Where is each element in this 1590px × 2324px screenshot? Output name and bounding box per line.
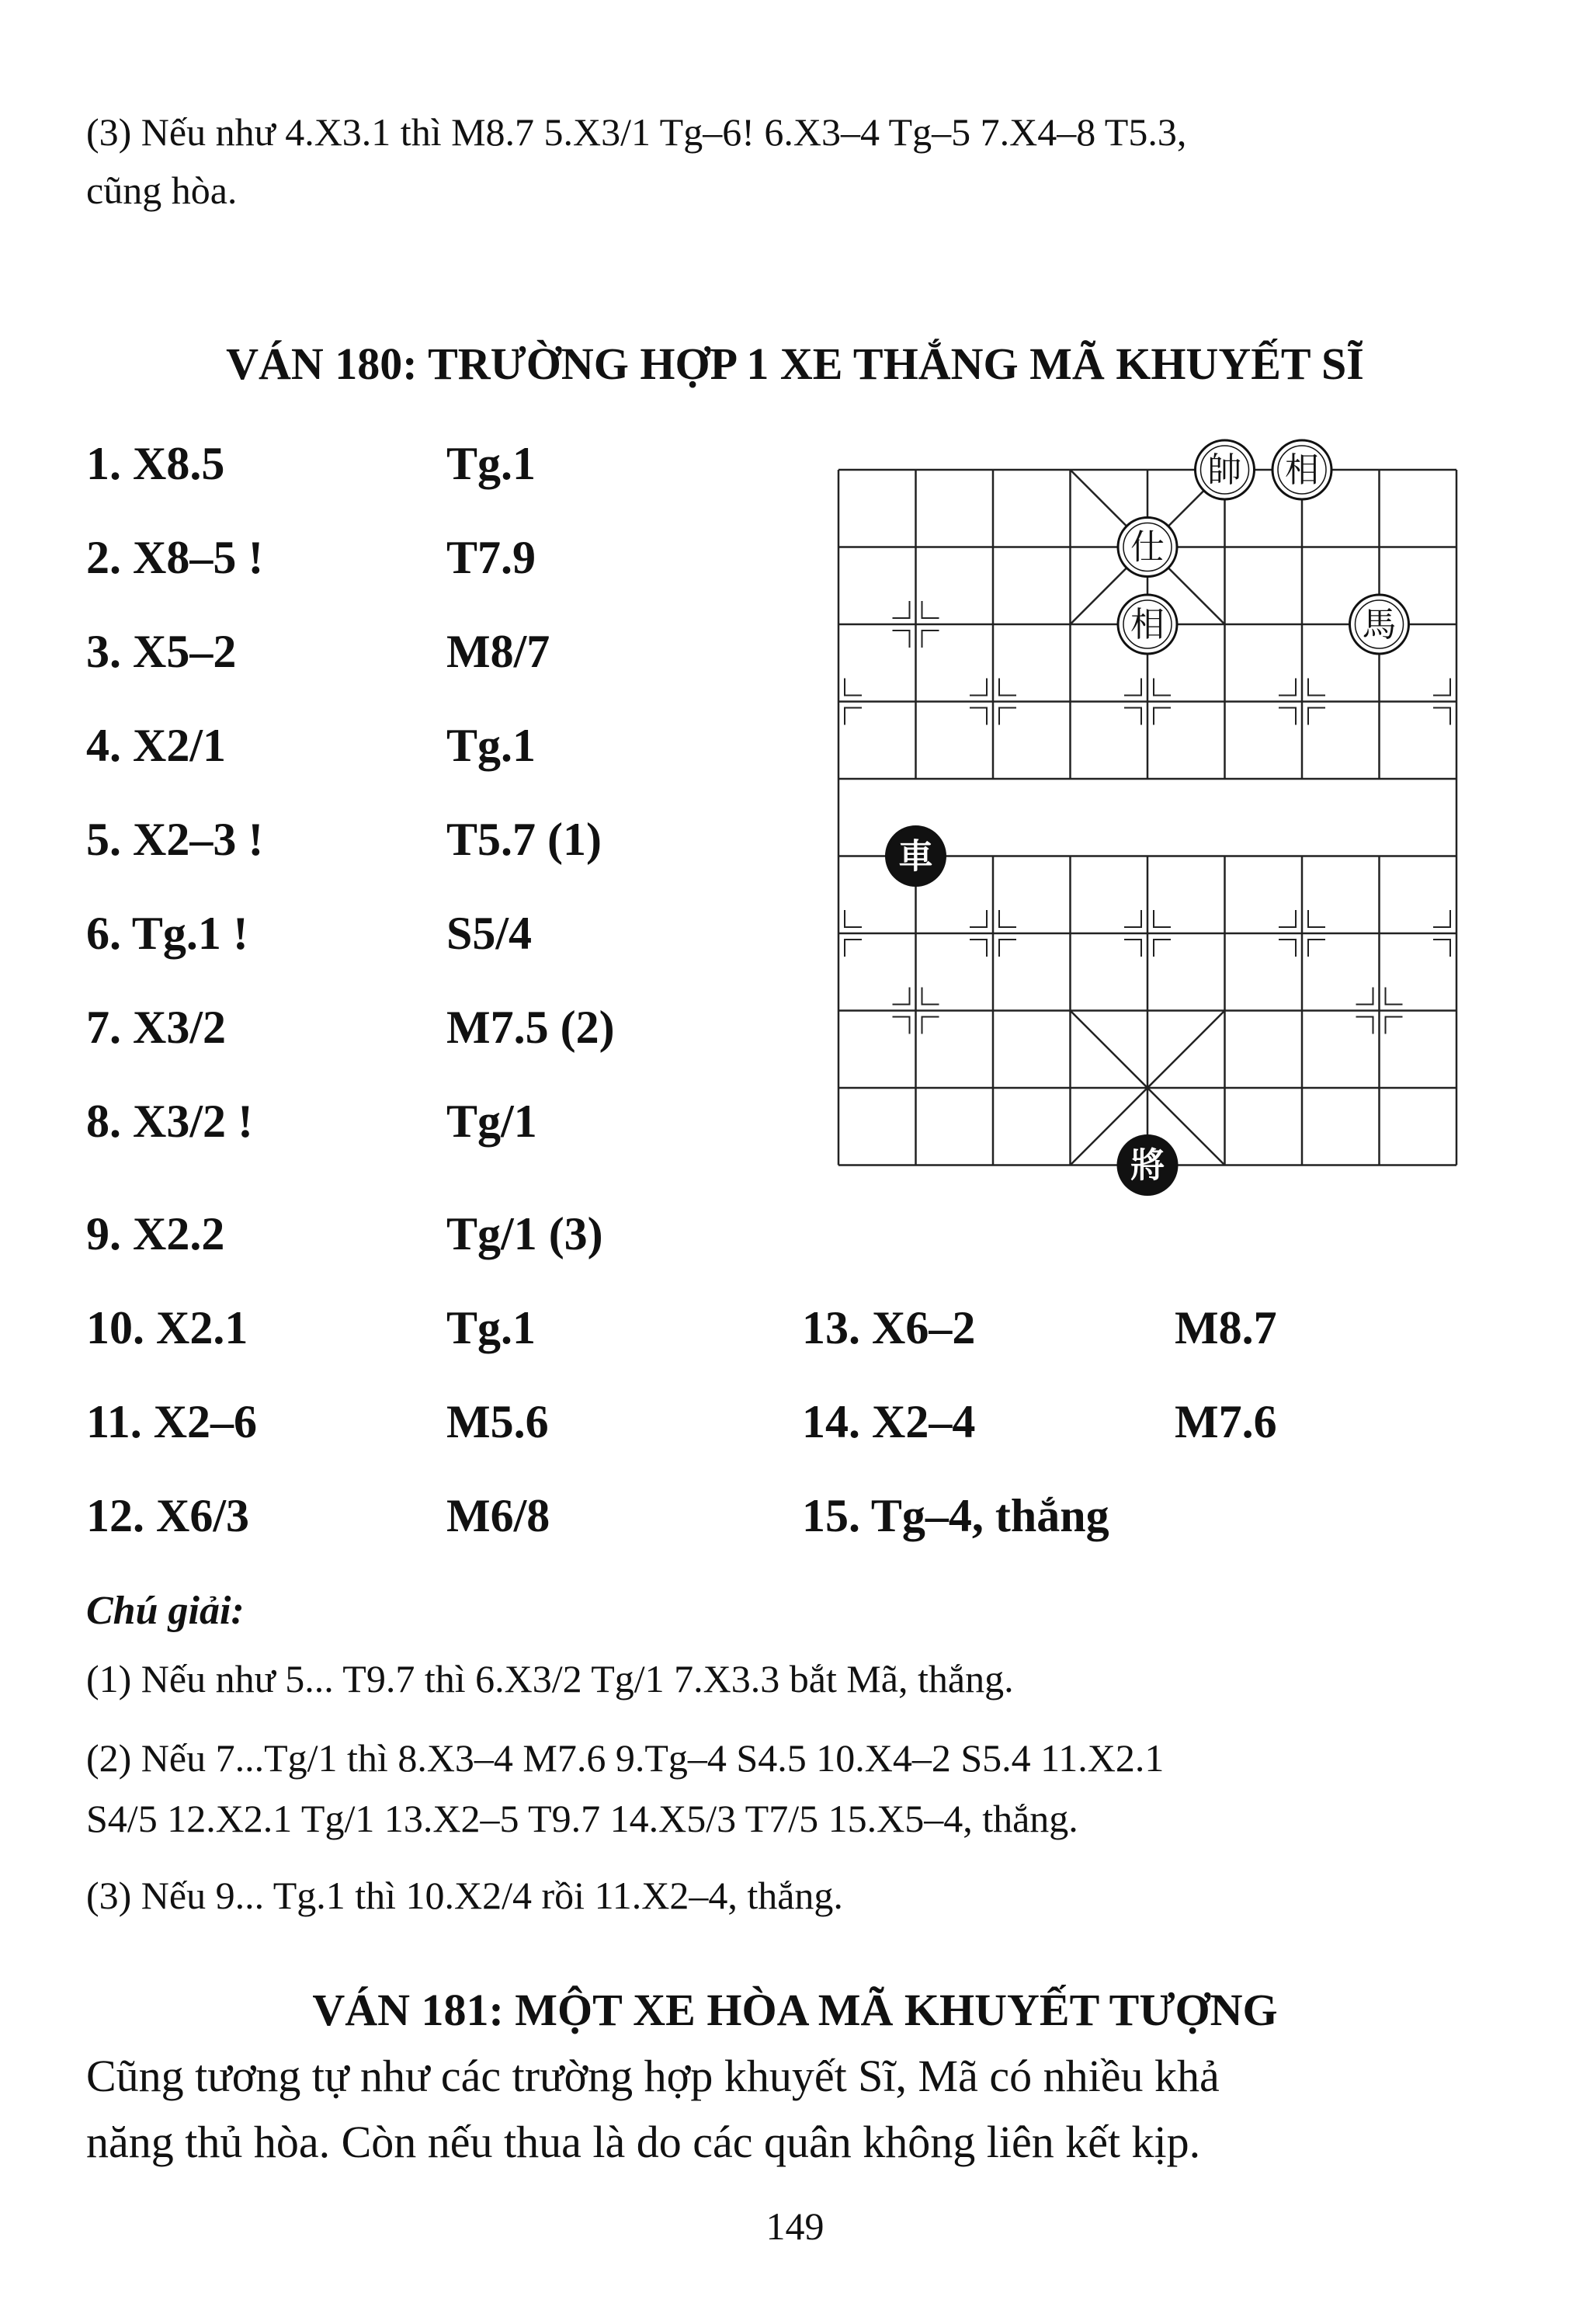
move-white: 6. Tg.1 ! (86, 908, 248, 959)
move-black: Tg/1 (446, 1096, 537, 1147)
game-181-text-line-2: năng thủ hòa. Còn nếu thua là do các quân không liên kết kịp. (86, 2117, 1201, 2167)
move-white: 11. X2–6 (86, 1396, 258, 1447)
piece-general-black-icon (1118, 1136, 1177, 1195)
move-black: Tg.1 (446, 438, 536, 489)
move-black: T5.7 (1) (446, 814, 602, 865)
xiangqi-board-diagram (831, 431, 1483, 1192)
move-black: M8.7 (1175, 1302, 1277, 1353)
svg-text:仕: 仕 (1130, 527, 1165, 568)
move-white: 9. X2.2 (86, 1208, 225, 1259)
svg-text:相: 相 (1130, 605, 1165, 644)
svg-text:帥: 帥 (1207, 450, 1242, 490)
svg-text:馬: 馬 (1362, 605, 1397, 644)
move-black: T7.9 (446, 532, 536, 583)
game-180-title: VÁN 180: TRƯỜNG HỢP 1 XE THẮNG MÃ KHUYẾT SĨ (226, 339, 1364, 389)
game-181-text-line-1: Cũng tương tự như các trường hợp khuyết Sĩ, Mã có nhiều khả (86, 2051, 1220, 2101)
piece-elephant-red-top-icon (1272, 440, 1331, 499)
previous-note-line-1: (3) Nếu như 4.X3.1 thì M8.7 5.X3/1 Tg–6! 6.X3–4 Tg–5 7.X4–8 T5.3, (86, 110, 1187, 154)
move-black: M8/7 (446, 626, 550, 677)
move-black: S5/4 (446, 908, 533, 959)
move-white: 1. X8.5 (86, 438, 225, 489)
notes-heading: Chú giải: (86, 1589, 245, 1633)
move-black: Tg.1 (446, 1302, 536, 1353)
move-black: Tg.1 (446, 720, 536, 771)
move-white: 12. X6/3 (86, 1490, 249, 1541)
note-2-line-1: (2) Nếu 7...Tg/1 thì 8.X3–4 M7.6 9.Tg–4 S4.5 10.X4–2 S5.4 11.X2.1 (86, 1736, 1165, 1780)
piece-horse-red-icon (1350, 595, 1409, 654)
note-3: (3) Nếu 9... Tg.1 thì 10.X2/4 rồi 11.X2–4, thắng. (86, 1874, 843, 1917)
move-white: 10. X2.1 (86, 1302, 248, 1353)
note-1: (1) Nếu như 5... T9.7 thì 6.X3/2 Tg/1 7.X3.3 bắt Mã, thắng. (86, 1657, 1014, 1700)
piece-chariot-black-icon (887, 827, 946, 886)
move-white: 3. X5–2 (86, 626, 237, 677)
move-white: 13. X6–2 (802, 1302, 976, 1353)
piece-advisor-red-icon (1118, 518, 1177, 577)
svg-text:將: 將 (1130, 1145, 1165, 1186)
svg-text:車: 車 (898, 836, 933, 877)
piece-elephant-red-middle-icon (1118, 595, 1177, 654)
previous-note-line-2: cũng hòa. (86, 168, 238, 212)
move-black: M5.6 (446, 1396, 549, 1447)
move-white: 4. X2/1 (86, 720, 226, 771)
note-2-line-2: S4/5 12.X2.1 Tg/1 13.X2–5 T9.7 14.X5/3 T7/5 15.X5–4, thắng. (86, 1797, 1078, 1840)
svg-text:相: 相 (1285, 450, 1319, 490)
move-white: 2. X8–5 ! (86, 532, 264, 583)
move-white: 8. X3/2 ! (86, 1096, 253, 1147)
piece-general-red-icon (1196, 440, 1255, 499)
move-white: 15. Tg–4, thắng (802, 1490, 1109, 1541)
move-white: 5. X2–3 ! (86, 814, 264, 865)
move-black: M6/8 (446, 1490, 550, 1541)
game-181-title: VÁN 181: MỘT XE HÒA MÃ KHUYẾT TƯỢNG (312, 1985, 1278, 2035)
move-white: 14. X2–4 (802, 1396, 976, 1447)
move-black: Tg/1 (3) (446, 1208, 603, 1259)
move-white: 7. X3/2 (86, 1002, 226, 1053)
move-black: M7.6 (1175, 1396, 1277, 1447)
page-number: 149 (765, 2204, 825, 2248)
move-black: M7.5 (2) (446, 1002, 615, 1053)
